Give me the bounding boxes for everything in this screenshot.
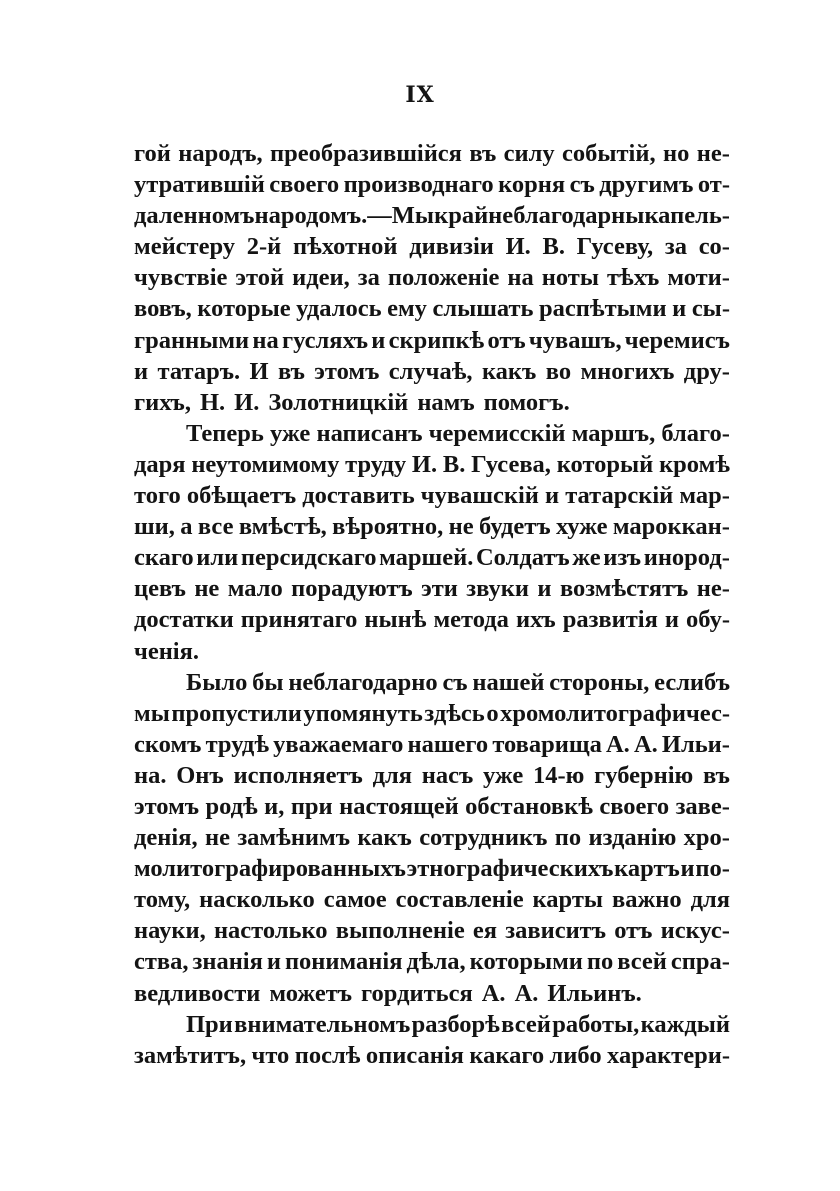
- word: цевъ: [134, 575, 186, 603]
- word: за: [664, 233, 687, 261]
- word: скаго: [134, 544, 194, 572]
- word: товарища: [492, 730, 602, 758]
- word: звуки: [466, 575, 530, 603]
- word: всей: [617, 948, 667, 976]
- word: упомянуть: [303, 699, 423, 727]
- word: написанъ: [316, 419, 423, 447]
- word: того: [134, 482, 181, 510]
- word: Ильи-: [661, 730, 730, 758]
- word: все: [197, 513, 234, 541]
- word: чувашскій: [420, 482, 539, 510]
- word: зависитъ: [505, 917, 607, 945]
- word: и: [545, 482, 560, 510]
- word: важно: [611, 886, 682, 914]
- word: разборѣ: [411, 1010, 500, 1038]
- word: за: [357, 264, 380, 292]
- word: молитографированныхъ: [134, 855, 406, 883]
- word: А.: [605, 730, 630, 758]
- text-line: [134, 915, 730, 946]
- word: ченія.: [134, 637, 199, 665]
- word: черемисъ: [624, 326, 730, 354]
- word: стороны,: [549, 668, 650, 696]
- word: составленіе: [395, 886, 524, 914]
- word: который: [556, 450, 654, 478]
- word: какъ: [357, 824, 412, 852]
- word: обстановкѣ: [465, 792, 593, 820]
- word: Гусева,: [471, 450, 551, 478]
- word: идеи,: [292, 264, 350, 292]
- word: труду: [345, 450, 407, 478]
- word: и: [134, 357, 149, 385]
- word: утратившій: [134, 171, 265, 199]
- word: обу-: [686, 606, 730, 634]
- word: родѣ: [205, 792, 258, 820]
- word: науки,: [134, 917, 206, 945]
- word: моти-: [667, 264, 730, 292]
- text-line: [134, 169, 730, 200]
- word: замѣнимъ: [237, 824, 351, 852]
- word: своего: [269, 171, 340, 199]
- word: заве-: [675, 792, 730, 820]
- text-line: [134, 791, 730, 822]
- word: А.: [481, 979, 506, 1007]
- word: событій,: [562, 140, 656, 167]
- word: со-: [698, 233, 730, 261]
- word: сы-: [691, 295, 730, 323]
- word: народомъ.—Мы: [254, 202, 435, 230]
- word: выполненіе: [335, 917, 465, 945]
- word: многихъ: [580, 357, 675, 385]
- word: силу: [503, 140, 555, 167]
- word: благодарны: [513, 202, 645, 230]
- word: съ: [569, 171, 595, 199]
- word: даленномъ: [134, 202, 255, 230]
- word: Теперь: [186, 419, 264, 447]
- word: исполняетъ: [233, 761, 363, 789]
- word: на.: [134, 761, 167, 789]
- word: мы: [134, 699, 170, 727]
- word: мароккан-: [612, 513, 730, 541]
- word: И: [249, 357, 269, 385]
- word: карты: [532, 886, 604, 914]
- page-number: IX: [405, 82, 435, 108]
- word: и: [664, 606, 679, 634]
- word: производнаго: [343, 171, 494, 199]
- word: мало: [227, 575, 283, 603]
- word: для: [372, 761, 412, 789]
- word: знанія: [192, 948, 263, 976]
- word: слышать: [432, 295, 534, 323]
- word: внимательномъ: [234, 1010, 411, 1038]
- word: гранными: [134, 326, 250, 354]
- word: И.: [411, 450, 438, 478]
- word: ему: [387, 295, 427, 323]
- word: не-: [696, 575, 730, 603]
- word: Гусеву,: [576, 233, 654, 261]
- word: изъ: [603, 544, 642, 572]
- word: губернію: [594, 761, 694, 789]
- word: хро-: [683, 824, 730, 852]
- word: гусляхъ: [281, 326, 369, 354]
- word: настолько: [213, 917, 328, 945]
- word: персидскаго: [240, 544, 377, 572]
- word: развитія: [562, 606, 658, 634]
- word: нашей: [472, 668, 545, 696]
- word: здѣсь: [424, 699, 485, 727]
- word: доставить: [302, 482, 415, 510]
- word: этомъ: [314, 357, 380, 385]
- word: еслибъ: [654, 668, 730, 696]
- word: которыми: [469, 948, 583, 976]
- word: съ: [442, 668, 468, 696]
- word: работы,: [552, 1010, 640, 1038]
- word: не: [448, 513, 474, 541]
- word: картъ: [614, 855, 680, 883]
- text-line: [134, 698, 730, 729]
- word: по: [586, 948, 614, 976]
- word: отъ: [614, 917, 653, 945]
- word: другимъ: [599, 171, 694, 199]
- word: характери-: [607, 1041, 730, 1069]
- word: ихъ: [515, 606, 556, 634]
- word: инород-: [643, 544, 730, 572]
- word: Онъ: [176, 761, 224, 789]
- word: народъ,: [178, 140, 263, 167]
- word: и: [266, 948, 281, 976]
- word: мар-: [679, 482, 730, 510]
- word: не: [194, 575, 220, 603]
- word: или: [196, 544, 239, 572]
- word: преобразившійся: [270, 140, 462, 167]
- word: ши,: [134, 513, 175, 541]
- word: самое: [323, 886, 387, 914]
- text-line: [134, 853, 730, 884]
- word: И.: [505, 233, 531, 261]
- word: от-: [697, 171, 730, 199]
- text-line: [134, 604, 730, 635]
- word: нынѣ: [364, 606, 427, 634]
- word: для: [690, 886, 730, 914]
- text-line: [134, 231, 730, 262]
- word: по-: [695, 855, 730, 883]
- word: достатки: [134, 606, 234, 634]
- text-line: [134, 418, 730, 449]
- text-line: [134, 729, 730, 760]
- word: случаѣ,: [388, 357, 473, 385]
- word: дру-: [683, 357, 730, 385]
- word: Золотницкій: [268, 388, 409, 416]
- word: 14-ю: [533, 761, 585, 789]
- text-line: [134, 449, 730, 480]
- word: на: [507, 264, 534, 292]
- word: бы: [252, 668, 284, 696]
- text-line: [134, 293, 730, 324]
- text-line: [134, 542, 730, 573]
- word: вовъ,: [134, 295, 192, 323]
- word: уже: [270, 419, 311, 447]
- word: положеніе: [387, 264, 500, 292]
- word: хуже: [555, 513, 608, 541]
- word: хромолитографичес-: [500, 699, 730, 727]
- text-line: [134, 822, 730, 853]
- word: И.: [234, 388, 260, 416]
- text-line: [134, 573, 730, 604]
- word: гой: [134, 140, 171, 167]
- word: гордиться: [361, 979, 473, 1007]
- word: трудѣ: [205, 730, 270, 758]
- word: ства,: [134, 948, 189, 976]
- word: намъ: [417, 388, 475, 416]
- word: удалось: [296, 295, 382, 323]
- word: а: [180, 513, 193, 541]
- word: капель-: [644, 202, 730, 230]
- word: чувашъ,: [528, 326, 622, 354]
- word: маршъ,: [571, 419, 656, 447]
- word: маршей.: [379, 544, 474, 572]
- word: 2-й: [246, 233, 282, 261]
- word: пѣхотной: [292, 233, 398, 261]
- word: корня: [498, 171, 566, 199]
- word: нашего: [407, 730, 489, 758]
- word: мейстеру: [134, 233, 236, 261]
- word: обѣщаетъ: [186, 482, 297, 510]
- word: не: [204, 824, 230, 852]
- word: вѣроятно,: [332, 513, 444, 541]
- word: сотрудникъ: [419, 824, 548, 852]
- text-line: [134, 356, 730, 387]
- word: изданію: [588, 824, 677, 852]
- word: В.: [442, 450, 466, 478]
- word: при: [290, 792, 333, 820]
- word: не-: [696, 140, 730, 167]
- word: черемисскій: [428, 419, 566, 447]
- word: искус-: [660, 917, 730, 945]
- text-line: [134, 200, 730, 231]
- word: и: [371, 326, 386, 354]
- word: уже: [483, 761, 524, 789]
- word: распѣтыми: [539, 295, 667, 323]
- word: А.: [514, 979, 539, 1007]
- word: вмѣстѣ,: [238, 513, 327, 541]
- word: порадуютъ: [291, 575, 413, 603]
- word: но: [663, 140, 690, 167]
- text-line: [134, 884, 730, 915]
- word: этнографическихъ: [406, 855, 614, 883]
- word: по: [554, 824, 582, 852]
- word: А.: [633, 730, 658, 758]
- text-line: [134, 325, 730, 356]
- text-line: [134, 138, 730, 169]
- text-line: [134, 511, 730, 542]
- word: послѣ: [294, 1041, 361, 1069]
- word: своего: [599, 792, 670, 820]
- word: либо: [549, 1041, 602, 1069]
- word: крайне: [434, 202, 514, 230]
- word: метода: [433, 606, 509, 634]
- word: и: [680, 855, 695, 883]
- word: отъ: [487, 326, 526, 354]
- word: дѣла,: [406, 948, 466, 976]
- word: въ: [277, 357, 305, 385]
- word: въ: [469, 140, 497, 167]
- word: ея: [472, 917, 498, 945]
- word: эти: [421, 575, 458, 603]
- word: которые: [197, 295, 291, 323]
- word: пропустили: [171, 699, 302, 727]
- word: о: [486, 699, 499, 727]
- word: татаръ.: [157, 357, 241, 385]
- word: спра-: [670, 948, 730, 976]
- text-line: [134, 667, 730, 698]
- word: чувствіе: [134, 264, 228, 292]
- word: татарскій: [565, 482, 674, 510]
- word: дивизіи: [409, 233, 494, 261]
- word: насъ: [421, 761, 474, 789]
- word: даря: [134, 450, 186, 478]
- word: Солдатъ: [475, 544, 570, 572]
- text-line: [134, 262, 730, 293]
- text-line: [134, 978, 730, 1009]
- word: что: [251, 1041, 290, 1069]
- word: и: [537, 575, 552, 603]
- word: настоящей: [339, 792, 459, 820]
- word: тѣхъ: [606, 264, 660, 292]
- word: денія,: [134, 824, 198, 852]
- word: помогъ.: [483, 388, 570, 416]
- word: тому,: [134, 886, 191, 914]
- word: уважаемаго: [273, 730, 404, 758]
- word: неблагодарно: [288, 668, 438, 696]
- word: описанія: [365, 1041, 464, 1069]
- word: и,: [264, 792, 285, 820]
- word: При: [186, 1010, 233, 1038]
- word: въ: [703, 761, 730, 789]
- word: ведливости: [134, 979, 261, 1007]
- word: какаго: [469, 1041, 545, 1069]
- word: ноты: [541, 264, 599, 292]
- text-line: [134, 1009, 730, 1040]
- text-line: [134, 1040, 730, 1071]
- word: какъ: [481, 357, 537, 385]
- word: Было: [186, 668, 248, 696]
- word: В.: [542, 233, 565, 261]
- word: всей: [501, 1010, 551, 1038]
- text-line: [134, 480, 730, 511]
- word: пониманія: [284, 948, 403, 976]
- word: во: [545, 357, 572, 385]
- word: этомъ: [134, 792, 200, 820]
- word: неутомимому: [191, 450, 340, 478]
- word: же: [572, 544, 601, 572]
- word: Ильинъ.: [547, 979, 642, 1007]
- word: возмѣстятъ: [559, 575, 689, 603]
- word: замѣтитъ,: [134, 1041, 247, 1069]
- text-line: [134, 636, 730, 667]
- word: можетъ: [269, 979, 353, 1007]
- word: принятаго: [240, 606, 358, 634]
- word: скомъ: [134, 730, 202, 758]
- body-text: [134, 138, 730, 1071]
- text-line: [134, 946, 730, 977]
- word: на: [252, 326, 279, 354]
- word: каждый: [640, 1010, 730, 1038]
- word: и: [672, 295, 687, 323]
- word: кромѣ: [659, 450, 730, 478]
- word: благо-: [661, 419, 730, 447]
- word: будетъ: [479, 513, 551, 541]
- word: Н.: [199, 388, 226, 416]
- word: этой: [235, 264, 285, 292]
- text-line: [134, 760, 730, 791]
- word: гихъ,: [134, 388, 191, 416]
- word: скрипкѣ: [388, 326, 485, 354]
- word: насколько: [199, 886, 315, 914]
- text-line: [134, 387, 730, 418]
